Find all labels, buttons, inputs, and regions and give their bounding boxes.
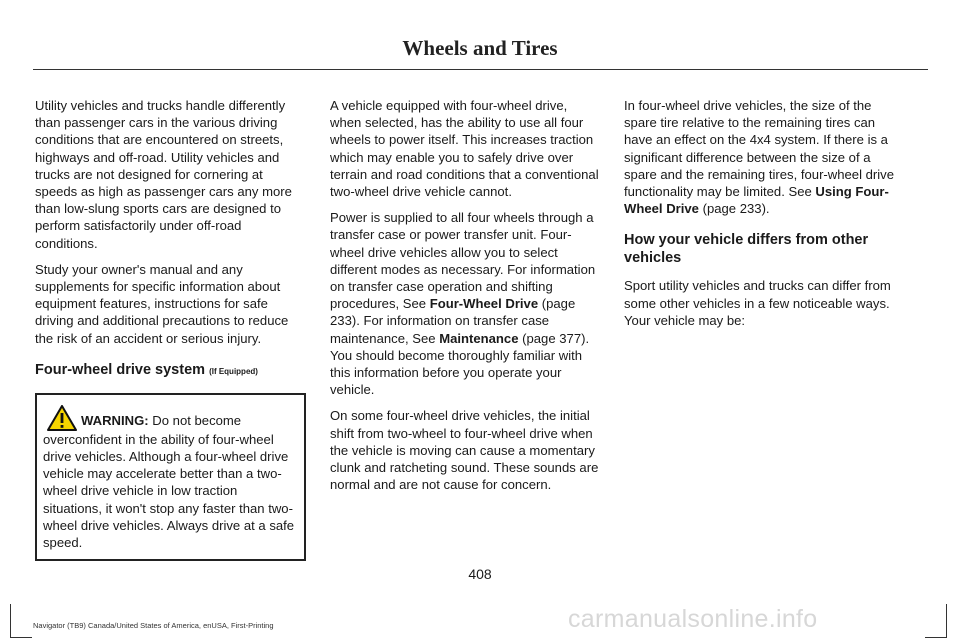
heading-note: (If Equipped) — [209, 366, 258, 376]
paragraph: Utility vehicles and trucks handle differently than passenger cars in the various driving conditions that are encountered on streets, highways and off-road. Utility vehicles and trucks are not designed for cornering at speeds as high as passenger cars any more than low-slung sports cars are designed to perform satisfactorily under off-road conditions. — [35, 98, 292, 251]
footer-text: Navigator (TB9) Canada/United States of America, enUSA, First-Printing — [33, 621, 274, 630]
paragraph: Study your owner's manual and any supplements for specific information about equipment features, instructions for safe driving and additional precautions to reduce the risk of an accident or serious injury. — [35, 261, 289, 346]
crop-mark — [946, 604, 947, 638]
header-divider — [33, 69, 928, 70]
text: (page 233). — [698, 201, 770, 217]
text: Power is supplied to all four wheels through a transfer case or power transfer unit. Four-wheel drive vehicles allow you to select different modes as necessary. For information on transfer case operation and shifting procedures, See — [330, 210, 596, 312]
paragraph — [330, 209, 601, 398]
column-2 — [330, 97, 601, 502]
page-number: 408 — [468, 566, 492, 582]
crop-mark — [10, 604, 11, 638]
link-four-wheel-drive[interactable]: Four-Wheel Drive — [429, 296, 539, 312]
paragraph — [624, 97, 895, 217]
warning-triangle-icon — [47, 405, 77, 431]
column-3 — [624, 97, 895, 338]
section-heading-text: Four-wheel drive system — [35, 361, 206, 378]
link-maintenance[interactable]: Maintenance — [439, 330, 519, 346]
paragraph: On some four-wheel drive vehicles, the initial shift from two-wheel to four-wheel drive when the vehicle is moving can cause a momentary clunk and ratcheting sound. These sounds are normal and are not cause for concern. — [330, 408, 599, 493]
text: (page 377). You should become thoroughly familiar with this information before you operate your vehicle. — [330, 330, 590, 398]
paragraph: A vehicle equipped with four-wheel drive, when selected, has the ability to use all four wheels to power itself. This increases traction which may enable you to safely drive over terrain and road conditions that a conventional two-wheel drive vehicle cannot. — [330, 98, 599, 200]
text: (page 233). For information on transfer case maintenance, See — [330, 296, 576, 346]
page-title: Wheels and Tires — [402, 36, 558, 60]
warning-box — [35, 393, 306, 561]
paragraph: Sport utility vehicles and trucks can differ from some other vehicles in a few noticeable ways. Your vehicle may be: — [624, 278, 891, 328]
watermark: carmanualsonline.info — [568, 605, 818, 633]
warning-text: Do not become overconfident in the ability of four-wheel drive vehicles. Although a four-wheel drive vehicle may accelerate better than a two-wheel drive vehicle in low traction situations, it won't stop any faster than two-wheel drive vehicles. Always drive at a safe speed. — [43, 412, 295, 551]
column-1 — [35, 97, 306, 561]
crop-mark — [10, 637, 32, 638]
warning-label: WARNING: — [81, 412, 149, 428]
text: In four-wheel drive vehicles, the size of the spare tire relative to the remaining tires can have an effect on the 4x4 system. If there is a significant difference between the size of a spare and the remaining tires, four-wheel drive functionality may be limited. See — [624, 98, 895, 200]
crop-mark — [925, 637, 947, 638]
link-using-four-wheel-drive[interactable]: Using Four-Wheel Drive — [624, 184, 889, 217]
section-heading — [35, 361, 306, 381]
section-heading: How your vehicle differs from other vehicles — [624, 232, 869, 267]
